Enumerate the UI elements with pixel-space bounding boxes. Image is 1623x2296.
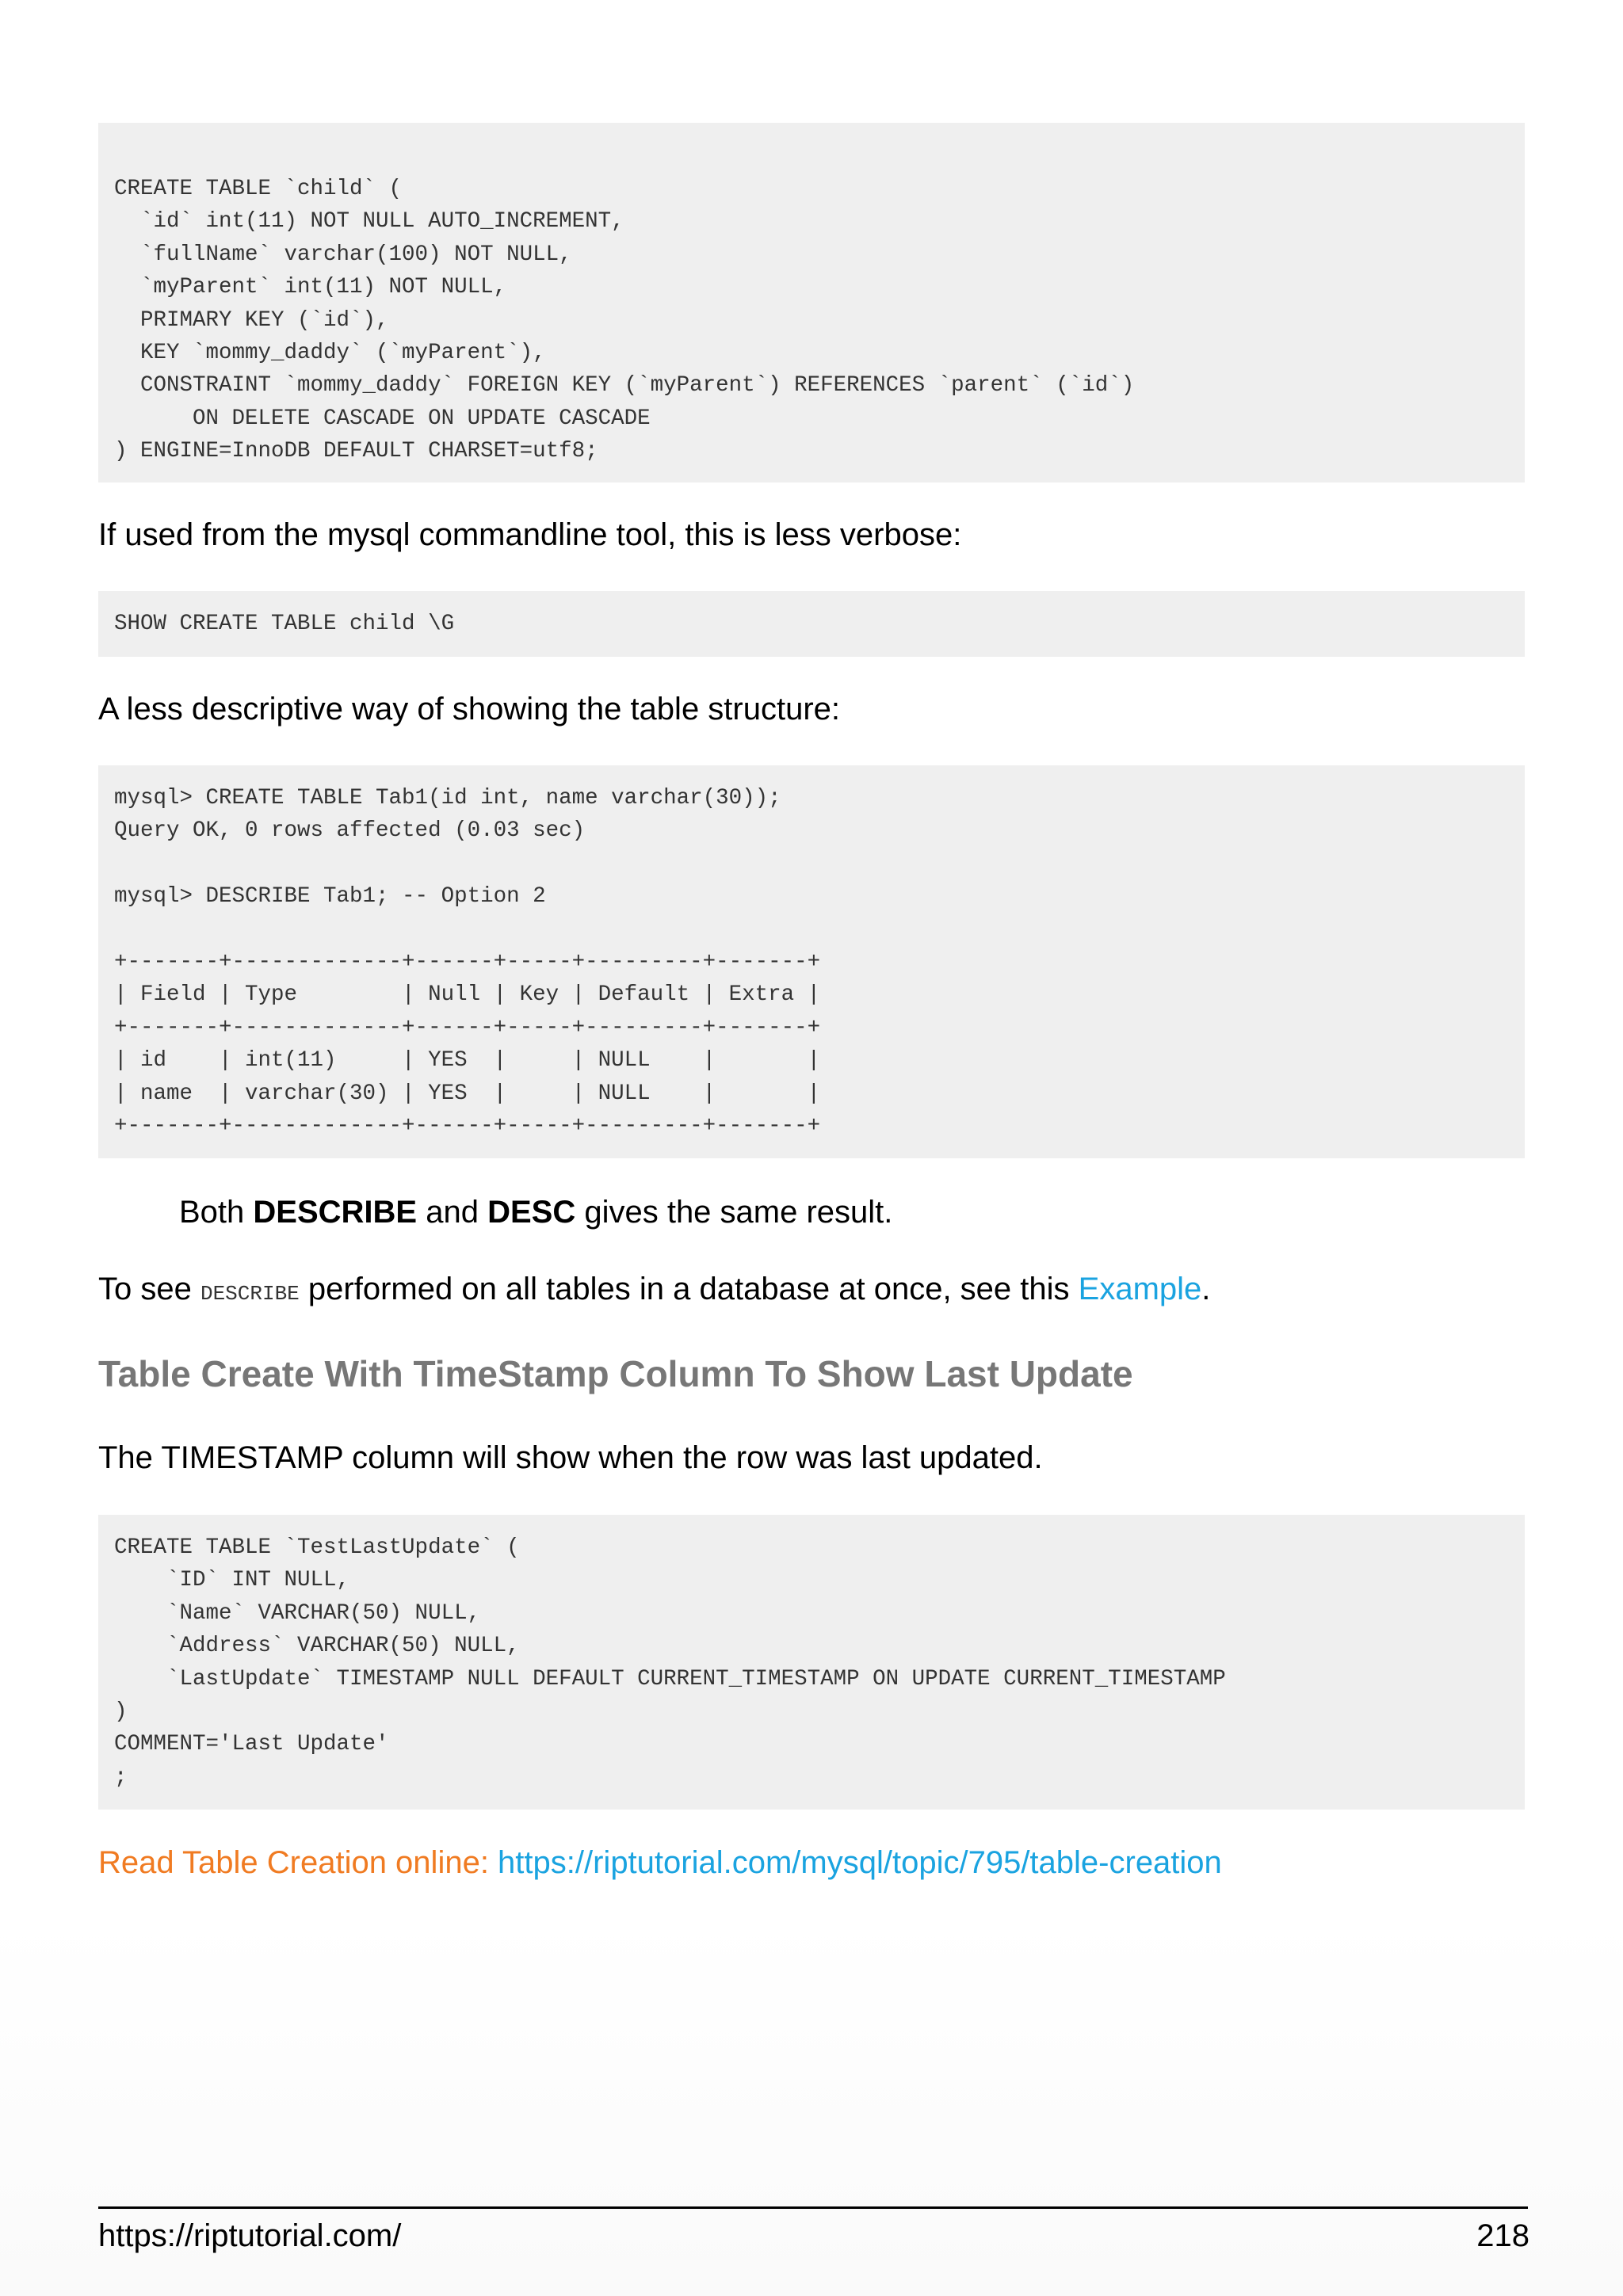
read-online-line (98, 1844, 1222, 1882)
para3-pre: To see (98, 1272, 200, 1306)
keyword-desc: DESC (487, 1195, 576, 1230)
note-describe-desc (179, 1193, 892, 1231)
paragraph-less-descriptive: A less descriptive way of showing the table structure: (98, 692, 841, 727)
code-block-show-create: SHOW CREATE TABLE child \G (98, 591, 1525, 657)
note-text-mid: and (417, 1195, 488, 1230)
page-number: 218 (1476, 2218, 1529, 2253)
paragraph-timestamp: The TIMESTAMP column will show when the row was last updated. (98, 1440, 1043, 1475)
code-block-testlastupdate: CREATE TABLE `TestLastUpdate` ( `ID` INT NULL, `Name` VARCHAR(50) NULL, `Address` VARCHAR(50) NULL, `LastUpdate` TIMESTAMP NULL DEFAULT CURRENT_TIMESTAMP ON UPDATE CURRENT_TIMESTAMP ) COMMENT='Last Update' ; (98, 1515, 1525, 1810)
para3-post: . (1201, 1272, 1211, 1306)
code-block-create-child: CREATE TABLE `child` ( `id` int(11) NOT NULL AUTO_INCREMENT, `fullName` varchar(100) NOT NULL, `myParent` int(11) NOT NULL, PRIMARY KEY (`id`), KEY `mommy_daddy` (`myParent`), CONSTRAINT `mommy_daddy` FOREIGN KEY (`myParent`) REFERENCES `parent` (`id`) ON DELETE CASCADE ON UPDATE CASCADE ) ENGINE=InnoDB DEFAULT CHARSET=utf8; (98, 123, 1525, 482)
paragraph-mysql-commandline: If used from the mysql commandline tool, this is less verbose: (98, 517, 962, 552)
note-text-pre: Both (179, 1195, 254, 1230)
paragraph-describe-all-tables (98, 1270, 1210, 1313)
read-online-link[interactable]: https://riptutorial.com/mysql/topic/795/table-creation (498, 1845, 1222, 1880)
inline-code-describe: DESCRIBE (200, 1282, 300, 1306)
keyword-describe: DESCRIBE (253, 1195, 418, 1230)
note-text-post: gives the same result. (575, 1195, 893, 1230)
example-link[interactable]: Example (1078, 1272, 1202, 1306)
footer-url: https://riptutorial.com/ (98, 2218, 402, 2253)
para3-mid: performed on all tables in a database at once, see this (299, 1272, 1079, 1306)
code-block-describe: mysql> CREATE TABLE Tab1(id int, name varchar(30)); Query OK, 0 rows affected (0.03 sec) mysql> DESCRIBE Tab1; -- Option 2 +-------+-------------+------+-----+---------+-------+ | Field | Type | Null | Key | Default | Extra | +-------+-------------+------+-----+---------+-------+ | id | int(11) | YES | | NULL | | | name | varchar(30) | YES | | NULL | | +-------+-------------+------+-----+---------+-------+ (98, 765, 1525, 1158)
section-heading: Table Create With TimeStamp Column To Show Last Update (98, 1353, 1133, 1394)
footer-divider (98, 2206, 1528, 2209)
read-online-label: Read Table Creation online: (98, 1845, 498, 1880)
